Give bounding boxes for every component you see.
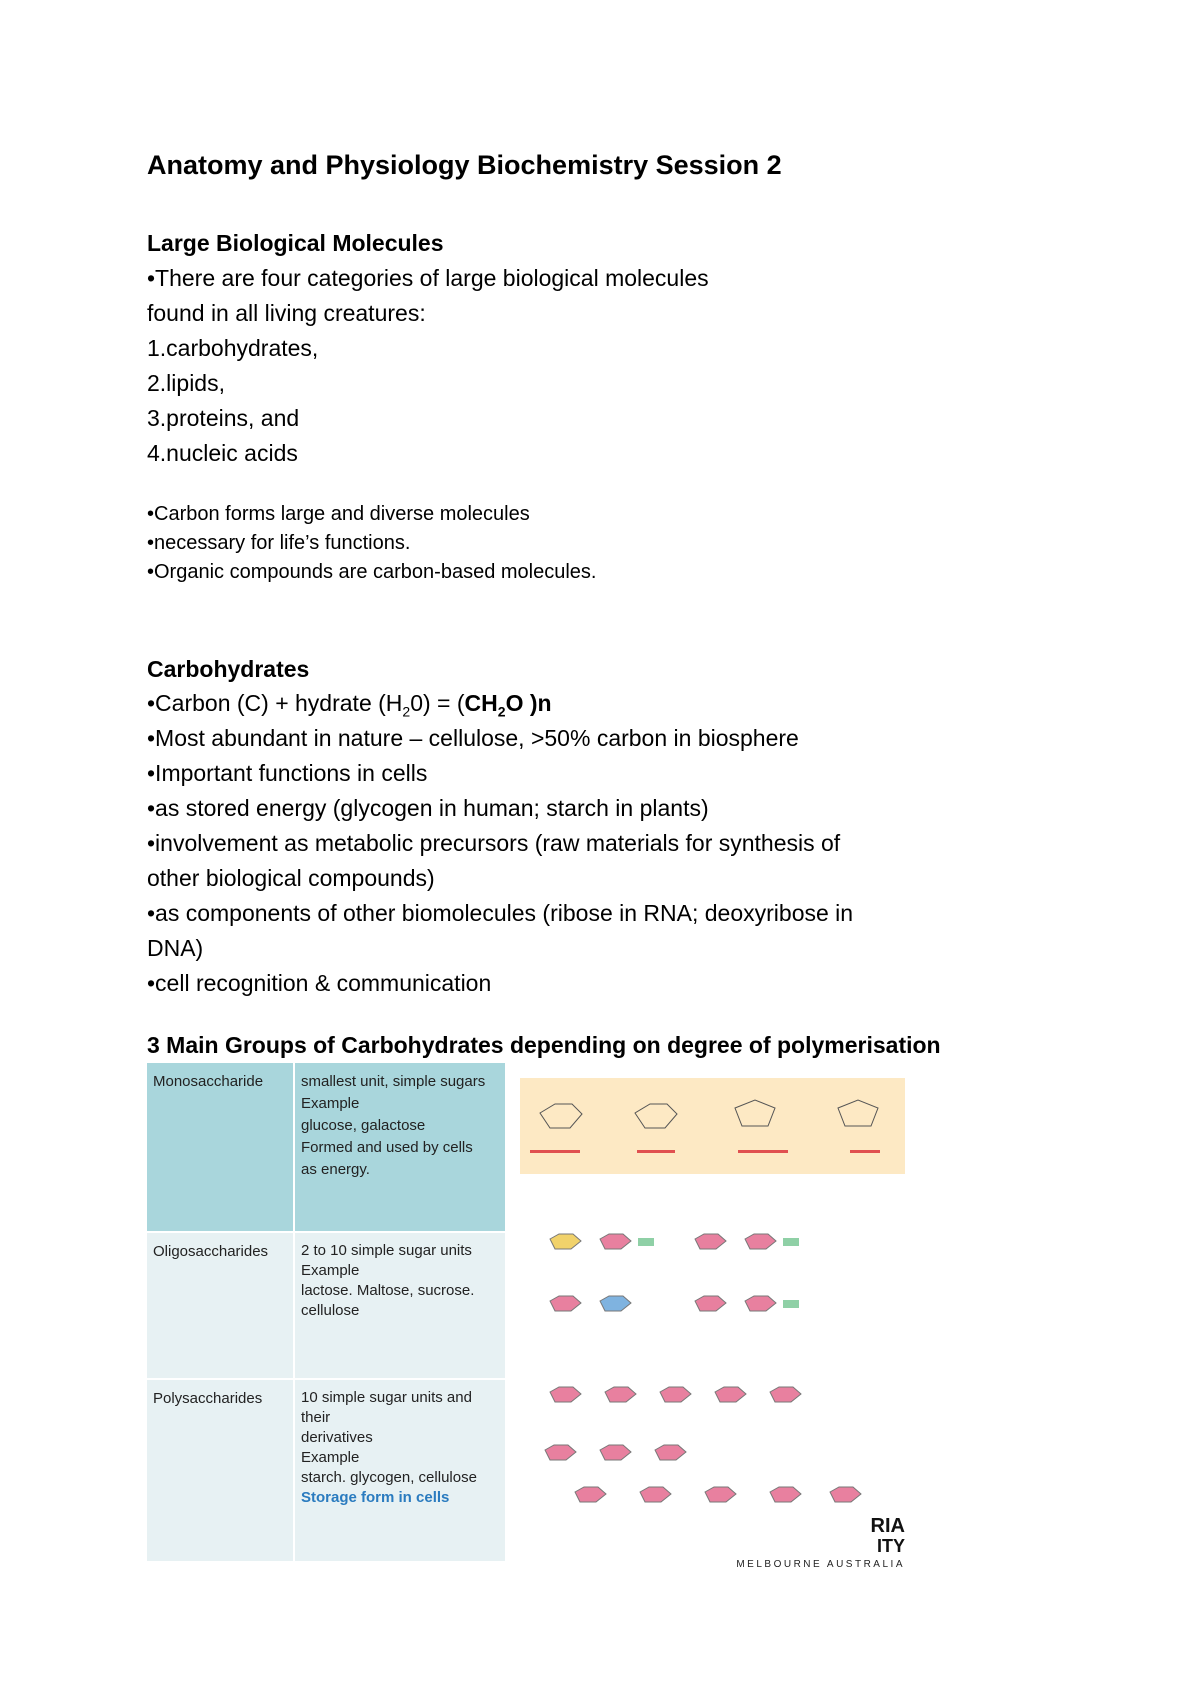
hexagon-pink-icon bbox=[830, 1487, 861, 1502]
bullet-point: •Carbon forms large and diverse molecules bbox=[147, 503, 530, 525]
formula-subscript: 2 bbox=[497, 703, 506, 720]
green-tag-icon bbox=[783, 1238, 799, 1246]
desc-line: cellulose bbox=[301, 1302, 360, 1319]
polysaccharide-branched-chain bbox=[545, 1445, 861, 1502]
section-heading-carbohydrates: Carbohydrates bbox=[147, 656, 310, 682]
desc-line: smallest unit, simple sugars bbox=[301, 1073, 486, 1090]
table-cell-name: Oligosaccharides bbox=[147, 1233, 293, 1378]
label-mark bbox=[637, 1150, 675, 1153]
hexagon-pink-icon bbox=[605, 1387, 636, 1402]
label-mark bbox=[850, 1150, 880, 1153]
hexagon-pink-icon bbox=[715, 1387, 746, 1402]
hexagon-pink-icon bbox=[655, 1445, 686, 1460]
text-line: •as components of other biomolecules (ribose in RNA; deoxyribose in bbox=[147, 900, 854, 926]
desc-line: glucose, galactose bbox=[301, 1117, 426, 1134]
page-title: Anatomy and Physiology Biochemistry Session 2 bbox=[147, 150, 782, 180]
text-line: •Most abundant in nature – cellulose, >50% carbon in biosphere bbox=[147, 725, 799, 751]
desc-line: Formed and used by cells bbox=[301, 1139, 473, 1156]
desc-line: as energy. bbox=[301, 1161, 370, 1178]
desc-line: Example bbox=[301, 1262, 360, 1279]
bullet-point: •necessary for life’s functions. bbox=[147, 532, 411, 554]
hexagon-pink-icon bbox=[575, 1487, 606, 1502]
text-line: found in all living creatures: bbox=[147, 300, 426, 326]
bullet-point: •Organic compounds are carbon-based molecules. bbox=[147, 561, 597, 583]
hexagon-yellow-icon bbox=[550, 1234, 581, 1249]
desc-line: 2 to 10 simple sugar units bbox=[301, 1242, 472, 1259]
text-line: 4.nucleic acids bbox=[147, 440, 298, 466]
formula-prefix: •Carbon (C) + hydrate (H bbox=[147, 690, 403, 716]
text-line: 1.carbohydrates, bbox=[147, 335, 319, 361]
section-heading-groups: 3 Main Groups of Carbohydrates depending on degree of polymerisation bbox=[147, 1032, 941, 1058]
formula-end: O )n bbox=[505, 690, 552, 716]
table-cell-desc bbox=[295, 1233, 505, 1378]
logo-text: RIA bbox=[870, 1515, 905, 1537]
desc-highlight: Storage form in cells bbox=[301, 1489, 450, 1506]
table-row bbox=[147, 1380, 505, 1561]
desc-line: Example bbox=[301, 1095, 360, 1112]
logo-text: ITY bbox=[876, 1536, 905, 1556]
table-cell-desc bbox=[295, 1063, 505, 1231]
text-line: other biological compounds) bbox=[147, 865, 435, 891]
hexagon-pink-icon bbox=[600, 1445, 631, 1460]
logo-subtext: MELBOURNE AUSTRALIA bbox=[736, 1559, 905, 1568]
disaccharide-group bbox=[550, 1234, 799, 1311]
green-tag-icon bbox=[783, 1300, 799, 1308]
sugar-structures-diagram bbox=[520, 1078, 905, 1568]
hexagon-pink-icon bbox=[770, 1387, 801, 1402]
text-line: DNA) bbox=[147, 935, 204, 961]
formula-bold: CH bbox=[464, 690, 498, 716]
carbohydrate-groups-table bbox=[147, 1063, 505, 1561]
desc-line: starch. glycogen, cellulose bbox=[301, 1469, 477, 1486]
desc-line: 10 simple sugar units and their bbox=[301, 1389, 472, 1426]
hexagon-pink-icon bbox=[695, 1296, 726, 1311]
hexagon-pink-icon bbox=[640, 1487, 671, 1502]
polysaccharide-chain bbox=[550, 1387, 801, 1402]
hexagon-blue-icon bbox=[600, 1296, 631, 1311]
label-mark bbox=[738, 1150, 788, 1153]
desc-line: Example bbox=[301, 1449, 360, 1466]
table-cell-name: Monosaccharide bbox=[147, 1063, 293, 1231]
hexagon-pink-icon bbox=[545, 1445, 576, 1460]
hexagon-pink-icon bbox=[550, 1296, 581, 1311]
hexagon-pink-icon bbox=[695, 1234, 726, 1249]
text-line: •There are four categories of large biological molecules bbox=[147, 265, 709, 291]
label-mark bbox=[530, 1150, 580, 1153]
text-line: •as stored energy (glycogen in human; starch in plants) bbox=[147, 795, 709, 821]
table-row bbox=[147, 1233, 505, 1378]
table-row bbox=[147, 1063, 505, 1231]
text-line: •cell recognition & communication bbox=[147, 970, 492, 996]
green-tag-icon bbox=[638, 1238, 654, 1246]
text-line: 3.proteins, and bbox=[147, 405, 300, 431]
section-heading-large-molecules: Large Biological Molecules bbox=[147, 230, 444, 256]
hexagon-pink-icon bbox=[745, 1296, 776, 1311]
formula-line bbox=[147, 690, 552, 720]
desc-line: derivatives bbox=[301, 1429, 373, 1446]
text-line: 2.lipids, bbox=[147, 370, 225, 396]
hexagon-pink-icon bbox=[745, 1234, 776, 1249]
text-line: •involvement as metabolic precursors (raw materials for synthesis of bbox=[147, 830, 841, 856]
table-cell-desc bbox=[295, 1380, 505, 1561]
hexagon-pink-icon bbox=[660, 1387, 691, 1402]
hexagon-pink-icon bbox=[550, 1387, 581, 1402]
hexagon-pink-icon bbox=[770, 1487, 801, 1502]
formula-mid: 0) = ( bbox=[410, 690, 465, 716]
table-cell-name: Polysaccharides bbox=[147, 1380, 293, 1561]
formula-subscript: 2 bbox=[402, 703, 411, 720]
desc-line: lactose. Maltose, sucrose. bbox=[301, 1282, 475, 1299]
hexagon-pink-icon bbox=[600, 1234, 631, 1249]
text-line: •Important functions in cells bbox=[147, 760, 428, 786]
hexagon-pink-icon bbox=[705, 1487, 736, 1502]
